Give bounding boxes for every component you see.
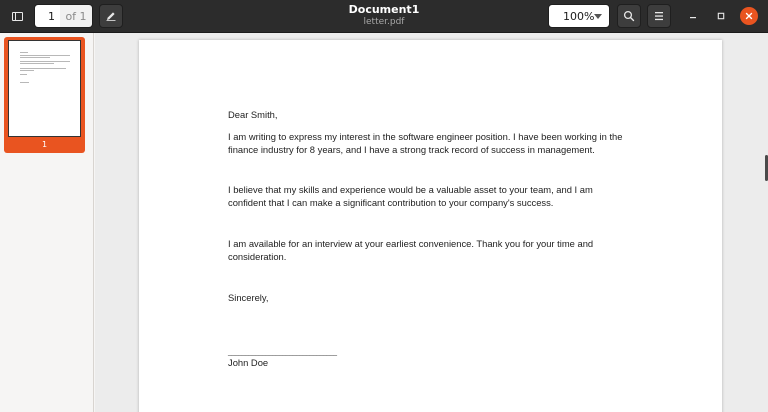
thumbnail-page-preview <box>8 40 81 137</box>
hamburger-menu-icon <box>653 11 665 21</box>
thumbnail-sidebar <box>0 33 94 412</box>
chevron-down-icon <box>594 14 602 19</box>
window-subtitle: letter.pdf <box>363 17 405 27</box>
letter-paragraph-3: I am available for an interview at your earliest convenience. Thank you for your time and consideration. <box>228 237 594 262</box>
maximize-icon <box>716 11 726 21</box>
close-icon <box>744 11 754 21</box>
page-count-label: of 1 <box>60 5 92 27</box>
maximize-button[interactable] <box>712 7 730 25</box>
search-button[interactable] <box>617 4 641 28</box>
window-title: Document1 <box>348 3 420 16</box>
page-number-input[interactable] <box>35 5 60 27</box>
minimize-button[interactable] <box>684 7 702 25</box>
minimize-icon <box>688 11 698 21</box>
close-button[interactable] <box>740 7 758 25</box>
letter-greeting: Dear Smith, <box>228 109 278 120</box>
letter-paragraph-2: I believe that my skills and experience would be a valuable asset to your team, and I am confident that I can make a significant contribution to your company's success. <box>228 184 593 209</box>
main-menu-button[interactable] <box>647 4 671 28</box>
signature-line: ________________________________ <box>228 349 337 357</box>
page-thumbnail[interactable] <box>4 37 85 153</box>
zoom-selector[interactable] <box>548 4 610 28</box>
letter-signer-name: John Doe <box>228 357 269 369</box>
sidebar-toggle-icon <box>12 12 23 21</box>
zoom-value: 100% <box>563 9 595 23</box>
letter-closing: Sincerely, <box>228 291 269 303</box>
search-icon <box>623 10 635 22</box>
pencil-icon <box>105 10 117 22</box>
annotate-button[interactable] <box>99 4 123 28</box>
page-navigator <box>34 4 93 28</box>
sidebar-toggle-button[interactable] <box>5 4 29 28</box>
header-bar <box>0 0 768 33</box>
letter-content <box>228 109 628 370</box>
letter-paragraph-1: I am writing to express my interest in the software engineer position. I have been working in the finance industry for 8 years, and I have a strong track record of success in management. <box>228 130 623 155</box>
document-page <box>139 40 722 412</box>
document-view[interactable] <box>95 33 768 412</box>
thumbnail-page-label: 1 <box>41 140 48 149</box>
